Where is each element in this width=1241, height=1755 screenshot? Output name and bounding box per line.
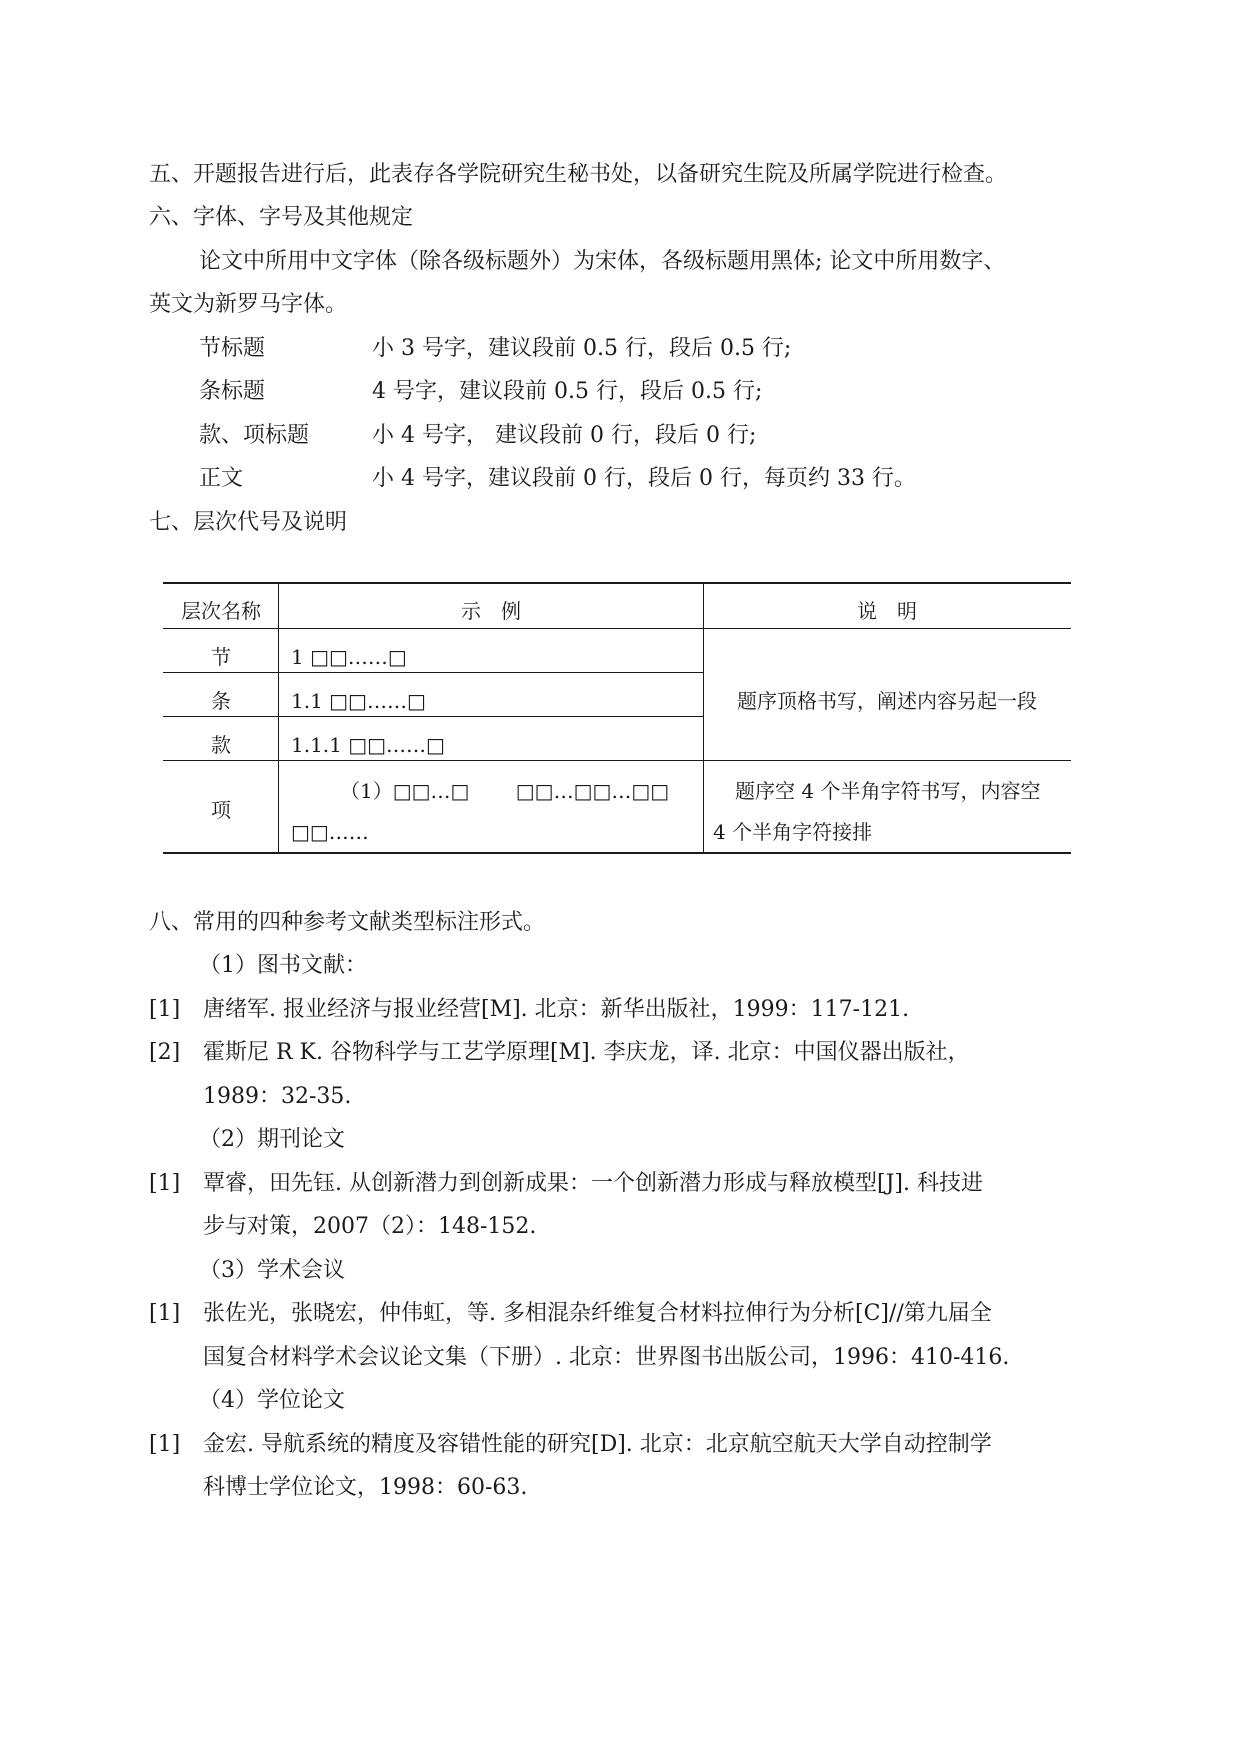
table-top-rule	[163, 582, 1071, 584]
section-5-text: 五、开题报告进行后，此表存各学院研究生秘书处，以备研究生院及所属学院进行检查。	[149, 162, 1008, 187]
ref-text: 唐绪军. 报业经济与报业经营[M]. 北京：新华出版社，1999：117-121.	[203, 997, 910, 1022]
ref-text-continued: 国复合材料学术会议论文集（下册）. 北京：世界图书出版公司，1996：410-416.	[203, 1345, 1010, 1370]
table-cell-example: 1 □□……□	[291, 645, 407, 669]
rule-desc: 小 3 号字，建议段前 0.5 行，段后 0.5 行;	[372, 336, 792, 361]
rule-name: 节标题	[199, 336, 266, 361]
table-cell-level: 款	[211, 733, 231, 757]
ref-text: 金宏. 导航系统的精度及容错性能的研究[D]. 北京：北京航空航天大学自动控制学	[203, 1432, 992, 1457]
ref-category-books: （1）图书文献：	[199, 953, 367, 978]
table-cell-description: 题序顶格书写，阐述内容另起一段	[737, 689, 1037, 713]
table-column-rule	[278, 582, 279, 854]
ref-text: 张佐光，张晓宏，仲伟虹，等. 多相混杂纤维复合材料拉伸行为分析[C]//第九届全	[203, 1301, 992, 1326]
table-row-rule	[163, 716, 704, 717]
section-7-title: 七、层次代号及说明	[149, 510, 348, 535]
ref-text-continued: 步与对策，2007（2）：148-152.	[203, 1214, 537, 1239]
ref-number: [1]	[149, 997, 181, 1022]
table-row-rule	[163, 760, 1071, 761]
table-header-description: 说 明	[857, 599, 917, 623]
rule-name: 正文	[199, 466, 244, 491]
table-cell-example: 1.1 □□……□	[291, 689, 426, 713]
ref-category-conference: （3）学术会议	[199, 1258, 345, 1283]
ref-text-continued: 1989：32-35.	[203, 1084, 352, 1109]
table-cell-example: 1.1.1 □□……□	[291, 733, 445, 757]
section-8-title: 八、常用的四种参考文献类型标注形式。	[149, 910, 546, 935]
table-cell-level: 条	[211, 689, 231, 713]
ref-number: [1]	[149, 1301, 181, 1326]
ref-category-journal: （2）期刊论文	[199, 1127, 345, 1152]
ref-category-thesis: （4）学位论文	[199, 1388, 345, 1413]
table-bottom-rule	[163, 852, 1071, 854]
table-header-example: 示 例	[461, 599, 521, 623]
ref-number: [2]	[149, 1040, 181, 1065]
table-cell-level: 项	[211, 798, 231, 822]
rule-desc: 小 4 号字， 建议段前 0 行，段后 0 行;	[372, 423, 757, 448]
ref-text: 覃睿，田先钰. 从创新潜力到创新成果：一个创新潜力形成与释放模型[J]. 科技进	[203, 1171, 983, 1196]
table-cell-level: 节	[211, 645, 231, 669]
section-6-title: 六、字体、字号及其他规定	[149, 205, 414, 230]
ref-text: 霍斯尼 R K. 谷物科学与工艺学原理[M]. 李庆龙，译. 北京：中国仪器出版社，	[203, 1040, 970, 1065]
ref-text-continued: 科博士学位论文，1998：60-63.	[203, 1475, 528, 1500]
table-header-level: 层次名称	[181, 599, 261, 623]
section-6-paragraph-line-2: 英文为新罗马字体。	[149, 292, 348, 317]
rule-name: 条标题	[199, 379, 266, 404]
ref-number: [1]	[149, 1432, 181, 1457]
table-cell-example: （1）□□…□ □□…□□…□□	[340, 779, 670, 803]
table-cell-description: 4 个半角字符接排	[713, 820, 873, 844]
rule-desc: 小 4 号字，建议段前 0 行，段后 0 行，每页约 33 行。	[372, 466, 916, 491]
rule-desc: 4 号字，建议段前 0.5 行，段后 0.5 行;	[372, 379, 763, 404]
ref-number: [1]	[149, 1171, 181, 1196]
table-column-rule	[703, 582, 704, 854]
table-row-rule	[163, 672, 704, 673]
table-header-rule	[163, 628, 1071, 629]
table-cell-example: □□……	[291, 820, 369, 844]
rule-name: 款、项标题	[199, 423, 310, 448]
table-cell-description: 题序空 4 个半角字符书写，内容空	[735, 779, 1041, 803]
section-6-paragraph-line-1: 论文中所用中文字体（除各级标题外）为宋体，各级标题用黑体; 论文中所用数字、	[199, 249, 1006, 274]
